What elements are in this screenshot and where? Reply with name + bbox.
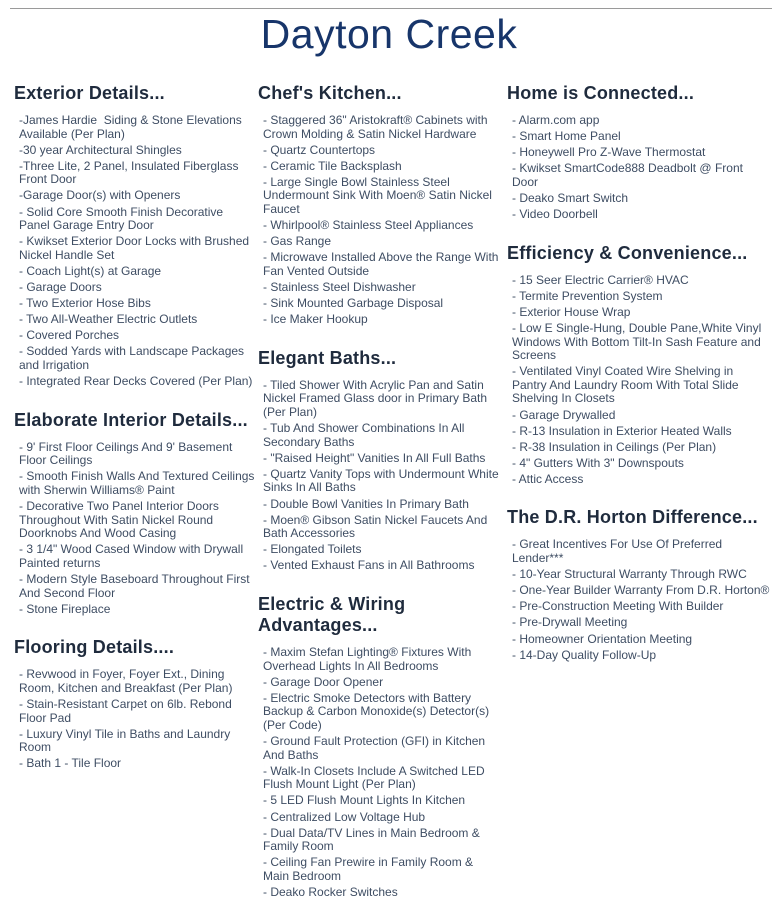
feature-item: - Covered Porches <box>19 328 120 343</box>
feature-item: - 10-Year Structural Warranty Through RWC <box>512 567 747 582</box>
feature-item: - 4" Gutters With 3" Downspouts <box>512 455 684 470</box>
feature-item: - Quartz Vanity Tops with Undermount White Sinks In All Baths <box>263 466 502 495</box>
feature-item: - Maxim Stefan Lighting® Fixtures With Overhead Lights In All Bedrooms <box>263 645 475 673</box>
feature-item: - Ceiling Fan Prewire in Family Room & Main Bedroom <box>263 855 477 883</box>
feature-item: - Quartz Countertops <box>263 142 376 157</box>
feature-item: - Homeowner Orientation Meeting <box>512 631 693 646</box>
column-2 <box>258 80 500 902</box>
feature-item: - Kwikset Exterior Door Locks with Brushed Nickel Handle Set <box>19 234 253 262</box>
feature-item: - Video Doorbell <box>512 207 598 222</box>
feature-item: - Whirlpool® Stainless Steel Appliances <box>263 218 474 233</box>
feature-item: -James Hardie Siding & Stone Elevations Available (Per Plan) <box>19 113 245 141</box>
column-1 <box>14 80 258 773</box>
feature-item: - Elongated Toilets <box>263 542 362 557</box>
feature-item: - Solid Core Smooth Finish Decorative Panel Garage Entry Door <box>19 204 227 233</box>
feature-item: - Bath 1 - Tile Floor <box>19 756 122 771</box>
section-heading: Electric & Wiring Advantages... <box>258 594 406 636</box>
feature-item: - Gas Range <box>263 234 332 249</box>
feature-item: - Microwave Installed Above the Range With Fan Vented Outside <box>263 250 502 278</box>
feature-item: - Vented Exhaust Fans in All Bathrooms <box>263 558 475 573</box>
feature-item: - Great Incentives For Use Of Preferred Lender*** <box>512 537 726 566</box>
feature-item: - Moen® Gibson Satin Nickel Faucets And Bath Accessories <box>263 512 491 541</box>
feature-item: - One-Year Builder Warranty From D.R. Horton® <box>512 583 770 598</box>
feature-item: - Stone Fireplace <box>19 601 111 616</box>
feature-item: - Revwood in Foyer, Foyer Ext., Dining Room, Kitchen and Breakfast (Per Plan) <box>19 667 233 695</box>
feature-item: - Tub And Shower Combinations In All Secondary Baths <box>263 421 468 449</box>
page-title: Dayton Creek <box>260 11 518 57</box>
section-heading: Exterior Details... <box>14 83 165 103</box>
feature-item: - Termite Prevention System <box>512 288 663 303</box>
feature-item: - Two Exterior Hose Bibs <box>19 296 151 311</box>
feature-item: - 9' First Floor Ceilings And 9' Basement Floor Ceilings <box>19 439 236 468</box>
feature-item: - Deako Smart Switch <box>512 190 629 205</box>
feature-item: - Sodded Yards with Landscape Packages and Irrigation <box>19 344 248 372</box>
feature-item: - Alarm.com app <box>512 113 600 127</box>
feature-item: - Stainless Steel Dishwasher <box>263 280 416 295</box>
feature-item: - R-38 Insulation in Ceilings (Per Plan) <box>512 439 717 454</box>
feature-item: - 14-Day Quality Follow-Up <box>512 647 657 662</box>
feature-item: - Dual Data/TV Lines in Main Bedroom & Family Room <box>263 825 484 854</box>
feature-item: - Ground Fault Protection (GFI) in Kitchen And Baths <box>263 734 488 762</box>
feature-item: - Walk-In Closets Include A Switched LED Flush Mount Light (Per Plan) <box>263 763 488 792</box>
feature-item: - Ventilated Vinyl Coated Wire Shelving in Pantry And Laundry Room With Total Slide Shelving In Closets <box>512 364 742 406</box>
feature-item: - Smart Home Panel <box>512 129 621 144</box>
feature-item: - Integrated Rear Decks Covered (Per Plan) <box>19 374 253 389</box>
column-3 <box>507 80 771 665</box>
feature-item: -30 year Architectural Shingles <box>19 142 182 157</box>
feature-item: - Centralized Low Voltage Hub <box>263 809 426 824</box>
top-divider <box>10 8 772 9</box>
feature-item: - Garage Door Opener <box>263 674 384 689</box>
feature-item: - Decorative Two Panel Interior Doors Throughout With Satin Nickel Round Doorknobs And Wood Casing <box>19 499 222 541</box>
feature-item: - Ice Maker Hookup <box>263 312 368 327</box>
section-heading: Home is Connected... <box>507 83 695 103</box>
section-heading: Elegant Baths... <box>258 347 397 368</box>
feature-item: -Three Lite, 2 Panel, Insulated Fiberglass Front Door <box>19 158 242 187</box>
feature-item: - Luxury Vinyl Tile in Baths and Laundry Room <box>19 726 234 755</box>
feature-item: - Deako Rocker Switches <box>263 885 398 900</box>
feature-item: - Attic Access <box>512 471 584 486</box>
feature-item: - Sink Mounted Garbage Disposal <box>263 296 444 311</box>
section-heading: Flooring Details.... <box>14 637 175 658</box>
feature-item: - "Raised Height" Vanities In All Full Baths <box>263 450 486 465</box>
feature-item: - Tiled Shower With Acrylic Pan and Satin Nickel Framed Glass door in Primary Bath (Per Plan) <box>263 377 491 419</box>
feature-item: - Smooth Finish Walls And Textured Ceilings with Sherwin Williams® Paint <box>19 469 258 497</box>
feature-item: - Ceramic Tile Backsplash <box>263 158 402 173</box>
feature-item: - Exterior House Wrap <box>512 304 631 319</box>
section-heading: Chef's Kitchen... <box>258 83 402 103</box>
feature-item: - Garage Drywalled <box>512 407 616 422</box>
feature-item: - Kwikset SmartCode888 Deadbolt @ Front Door <box>512 161 747 189</box>
feature-item: - Large Single Bowl Stainless Steel Undermount Sink With Moen® Satin Nickel Faucet <box>263 174 496 217</box>
feature-item: - Stain-Resistant Carpet on 6lb. Rebond Floor Pad <box>19 697 236 725</box>
feature-columns <box>0 80 778 900</box>
feature-item: - Coach Light(s) at Garage <box>19 263 162 278</box>
feature-item: - Two All-Weather Electric Outlets <box>19 312 198 327</box>
section-heading: Efficiency & Convenience... <box>507 242 748 263</box>
feature-item: - Staggered 36" Aristokraft® Cabinets with Crown Molding & Satin Nickel Hardware <box>263 113 491 141</box>
section-heading: Elaborate Interior Details... <box>14 409 248 430</box>
feature-item: - Electric Smoke Detectors with Battery Backup & Carbon Monoxide(s) Detector(s) (Per Code) <box>263 690 493 732</box>
feature-item: - R-13 Insulation in Exterior Heated Walls <box>512 423 732 438</box>
feature-item: -Garage Door(s) with Openers <box>19 188 181 203</box>
feature-item: - Modern Style Baseboard Throughout First And Second Floor <box>19 572 253 600</box>
feature-item: - 15 Seer Electric Carrier® HVAC <box>512 272 689 287</box>
feature-item: - Low E Single-Hung, Double Pane,White Vinyl Windows With Bottom Tilt-In Sash Feature and Screens <box>512 320 765 363</box>
feature-item: - Pre-Drywall Meeting <box>512 615 628 630</box>
feature-item: - Garage Doors <box>19 280 102 295</box>
feature-item: - 3 1/4" Wood Cased Window with Drywall Painted returns <box>19 542 247 570</box>
feature-item: - Pre-Construction Meeting With Builder <box>512 599 724 614</box>
feature-item: - Honeywell Pro Z-Wave Thermostat <box>512 145 706 160</box>
feature-item: - Double Bowl Vanities In Primary Bath <box>263 496 469 511</box>
feature-item: - 5 LED Flush Mount Lights In Kitchen <box>263 793 466 808</box>
section-heading: The D.R. Horton Difference... <box>507 507 758 528</box>
